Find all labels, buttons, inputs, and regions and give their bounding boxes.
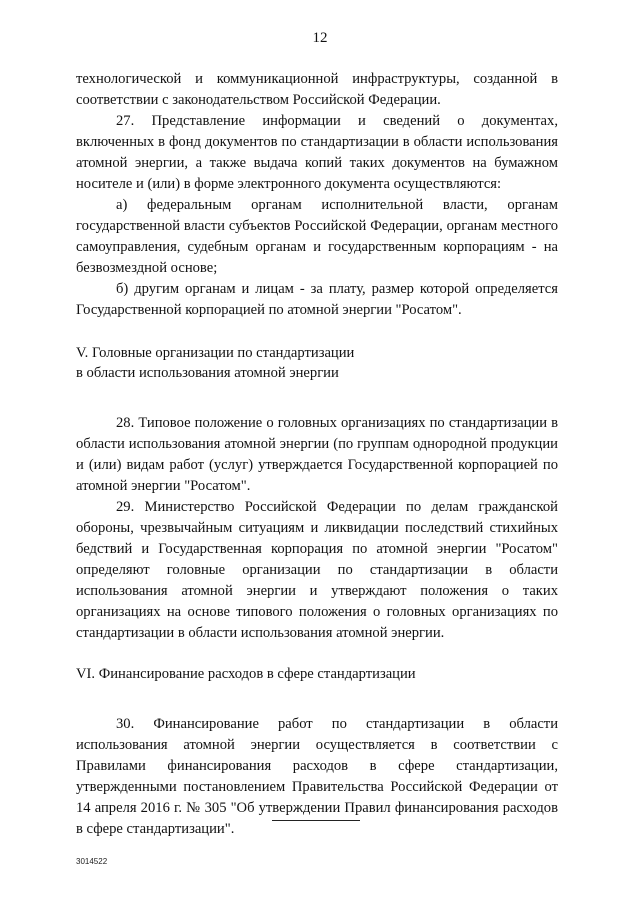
section-5-heading-line-1: V. Головные организации по стандартизации [76, 345, 355, 361]
paragraph-27a: а) федеральным органам исполнительной власти, органам государственной власти субъектов Российской Федерации, органам местного самоуправления, судебным органам и государственным корпорациям - на безвозмездной основе; [76, 197, 558, 276]
page-number: 12 [312, 30, 328, 46]
paragraph-27b: б) другим органам и лицам - за плату, размер которой определяется Государственной корпорацией по атомной энергии "Росатом". [76, 281, 558, 318]
paragraph-28: 28. Типовое положение о головных организациях по стандартизации в области использования атомной энергии (по группам однородной продукции и (или) видам работ (услуг) утверждается Государственной корпорацией по атомной энергии "Росатом". [76, 415, 558, 494]
section-5-heading-line-2: в области использования атомной энергии [76, 365, 339, 381]
paragraph-27: 27. Представление информации и сведений о документах, включенных в фонд документов по стандартизации в области использования атомной энергии, а также выдача копий таких документов на бумажном носителе и (или) в форме электронного документа осуществляются: [76, 113, 558, 192]
document-code: 3014522 [76, 857, 108, 866]
closing-rule [272, 820, 360, 821]
document-body [76, 69, 558, 840]
paragraph-continuation: технологической и коммуникационной инфраструктуры, созданной в соответствии с законодательством Российской Федерации. [76, 71, 558, 108]
paragraph-29: 29. Министерство Российской Федерации по делам гражданской обороны, чрезвычайным ситуациям и ликвидации последствий стихийных бедствий и Государственная корпорация по атомной энергии "Росатом" определяют головные организации по стандартизации в области использования атомной энергии и утверждают положения о таких организациях на основе типового положения о головных организациях по стандартизации в области использования атомной энергии. [76, 499, 558, 641]
section-6-heading: VI. Финансирование расходов в сфере стандартизации [76, 666, 416, 682]
paragraph-30: 30. Финансирование работ по стандартизации в области использования атомной энергии осуществляется в соответствии с Правилами финансирования расходов в сфере стандартизации, утвержденными постановлением Правительства Российской Федерации от 14 апреля 2016 г. № 305 "Об утверждении Правил финансирования расходов в сфере стандартизации". [76, 716, 558, 837]
section-5-heading [76, 343, 558, 383]
